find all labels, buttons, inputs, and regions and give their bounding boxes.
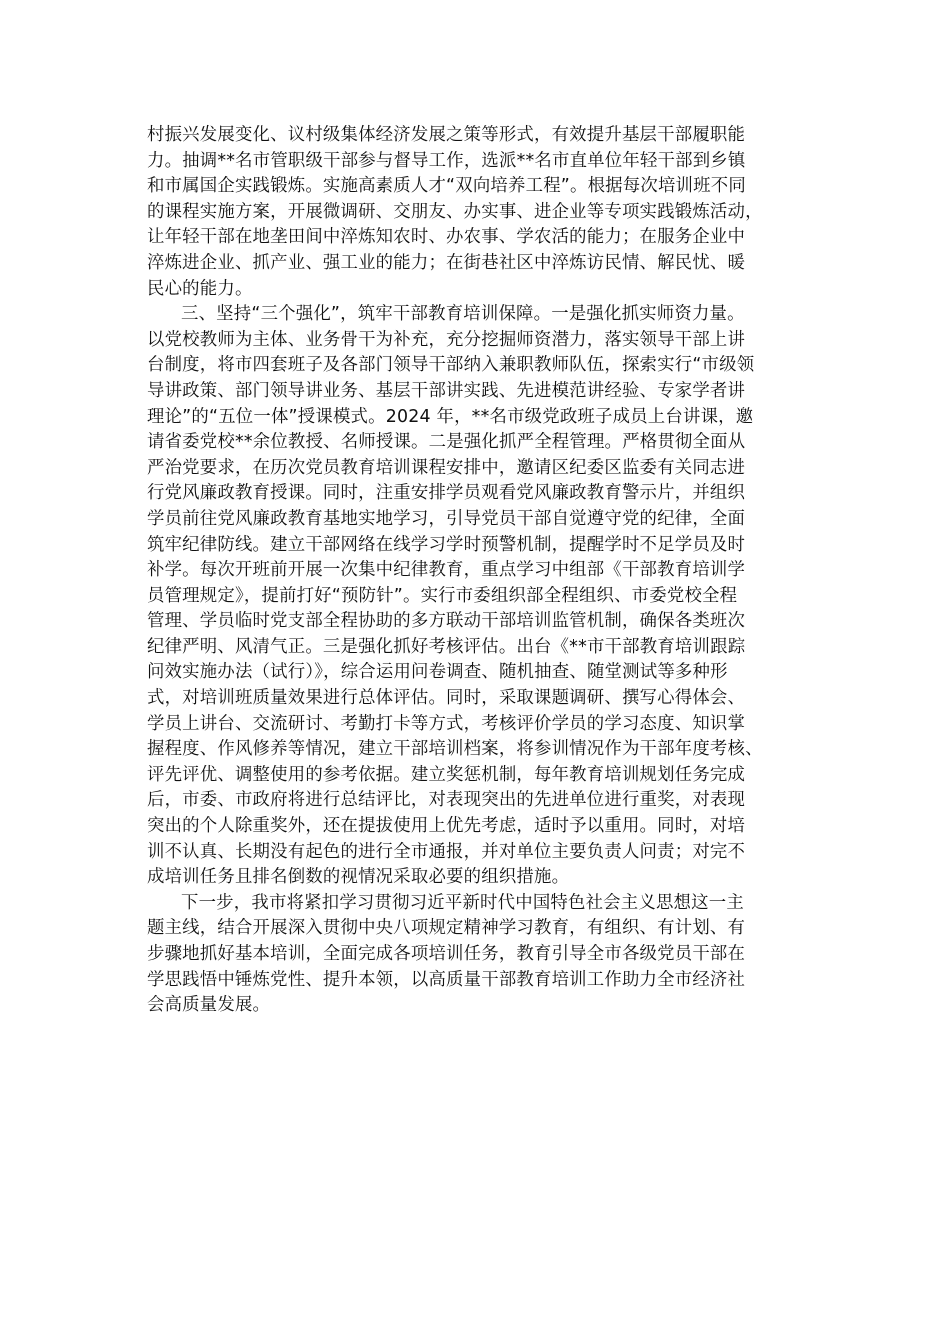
text-line: 题主线，结合开展深入贯彻中央八项规定精神学习教育，有组织、有计划、有	[147, 918, 746, 939]
text-line: 筑牢纪律防线。建立干部网络在线学习学时预警机制，提醒学时不足学员及时	[147, 534, 746, 555]
text-line: 式，对培训班质量效果进行总体评估。同时，采取课题调研、撰写心得体会、	[147, 688, 746, 709]
text-line: 步骤地抓好基本培训，全面完成各项培训任务，教育引导全市各级党员干部在	[147, 944, 746, 964]
text-line: 员管理规定》，提前打好“预防针”。实行市委组织部全程组织、市委党校全程	[147, 585, 738, 606]
text-line: 理论”的“五位一体”授课模式。2024 年，**名市级党政班子成员上台讲课，邀	[147, 406, 754, 427]
text-line: 导讲政策、部门领导讲业务、基层干部讲实践、先进模范讲经验、专家学者讲	[147, 380, 746, 401]
text-line: 和市属国企实践锻炼。实施高素质人才“双向培养工程”。根据每次培训班不同	[147, 176, 746, 197]
paragraph-next-steps	[147, 891, 807, 1019]
text-line: 评先评优、调整使用的参考依据。建立奖惩机制，每年教育培训规划任务完成	[147, 764, 746, 785]
text-line: 学思践悟中锤炼党性、提升本领，以高质量干部教育培训工作助力全市经济社	[147, 969, 746, 990]
text-line: 的课程实施方案，开展微调研、交朋友、办实事、进企业等专项实践锻炼活动，	[147, 201, 763, 222]
text-line: 训不认真、长期没有起色的进行全市通报，并对单位主要负责人问责；对完不	[147, 841, 746, 862]
text-line: 淬炼进企业、抓产业、强工业的能力；在街巷社区中淬炼访民情、解民忧、暖	[147, 252, 746, 273]
text-line: 问效实施办法（试行）》，综合运用问卷调查、随机抽查、随堂测试等多种形	[147, 662, 728, 683]
text-line: 后，市委、市政府将进行总结评比，对表现突出的先进单位进行重奖，对表现	[147, 790, 746, 811]
text-line: 台制度，将市四套班子及各部门领导干部纳入兼职教师队伍，探索实行“市级领	[147, 355, 755, 376]
text-line: 突出的个人除重奖外，还在提拔使用上优先考虑，适时予以重用。同时，对培	[147, 816, 746, 837]
text-line: 管理、学员临时党支部全程协助的多方联动干部培训监管机制，确保各类班次	[147, 611, 746, 632]
text-line: 严治党要求，在历次党员教育培训课程安排中，邀请区纪委区监委有关同志进	[147, 457, 746, 478]
text-line: 民心的能力。	[147, 278, 253, 299]
text-line: 请省委党校**余位教授、名师授课。二是强化抓严全程管理。严格贯彻全面从	[147, 432, 746, 453]
text-line: 成培训任务且排名倒数的视情况采取必要的组织措施。	[147, 867, 570, 888]
text-line: 学员上讲台、交流研讨、考勤打卡等方式，考核评价学员的学习态度、知识掌	[147, 713, 746, 734]
text-line: 让年轻干部在地垄田间中淬炼知农时、办农事、学农活的能力；在服务企业中	[147, 227, 746, 248]
text-line: 握程度、作风修养等情况，建立干部培训档案，将参训情况作为干部年度考核、	[147, 739, 763, 760]
text-line: 以党校教师为主体、业务骨干为补充，充分挖掘师资潜力，落实领导干部上讲	[147, 329, 746, 350]
text-line: 行党风廉政教育授课。同时，注重安排学员观看党风廉政教育警示片，并组织	[147, 483, 746, 504]
text-line: 会高质量发展。	[147, 995, 271, 1016]
text-line: 补学。每次开班前开展一次集中纪律教育，重点学习中组部《干部教育培训学	[147, 560, 746, 581]
text-line: 学员前往党风廉政教育基地实地学习，引导党员干部自觉遵守党的纪律，全面	[147, 508, 746, 529]
paragraph-practice-training	[147, 123, 807, 302]
text-line: 下一步，我市将紧扣学习贯彻习近平新时代中国特色社会主义思想这一主	[181, 892, 744, 913]
text-line: 力。抽调**名市管职级干部参与督导工作，选派**名市直单位年轻干部到乡镇	[147, 150, 746, 171]
document-body	[147, 123, 807, 1019]
text-line: 纪律严明、风清气正。三是强化抓好考核评估。出台《**市干部教育培训跟踪	[147, 636, 746, 657]
text-line: 三、坚持“三个强化”，筑牢干部教育培训保障。一是强化抓实师资力量。	[181, 304, 745, 325]
text-line: 村振兴发展变化、议村级集体经济发展之策等形式，有效提升基层干部履职能	[147, 125, 746, 145]
paragraph-three-strengthenings	[147, 302, 807, 891]
